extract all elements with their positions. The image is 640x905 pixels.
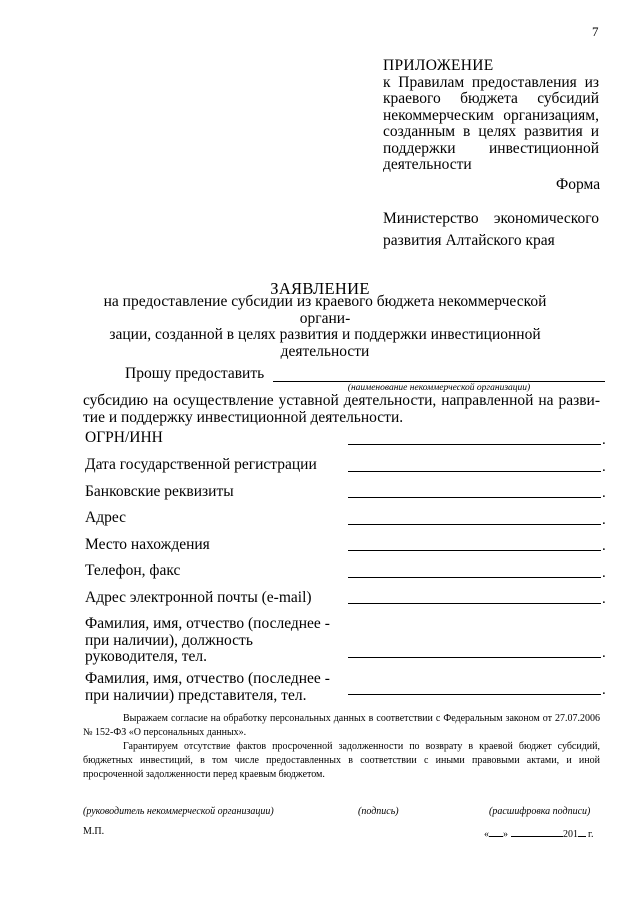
- field-label-registration-date: Дата государственной регистрации: [85, 456, 317, 473]
- organization-name-field[interactable]: [273, 381, 605, 382]
- request-line: субсидию на осуществление уставной деятельности, направленной на разви-: [83, 392, 600, 409]
- signature-decoding-caption: (расшифровка подписи): [489, 806, 591, 817]
- appendix-header: [383, 58, 599, 174]
- request-text: [83, 393, 600, 426]
- field-input-registration-date[interactable]: [348, 471, 601, 472]
- request-line: тие и поддержку инвестиционной деятельности.: [83, 408, 404, 426]
- date-field[interactable]: [484, 826, 593, 840]
- signature-caption: (подпись): [358, 806, 399, 817]
- field-dot: .: [602, 645, 606, 661]
- date-open-quote: «: [484, 829, 489, 840]
- field-dot: .: [602, 512, 606, 528]
- date-year-suffix: г.: [588, 829, 594, 840]
- field-dot: .: [602, 432, 606, 448]
- field-dot: .: [602, 485, 606, 501]
- field-label-phone-fax: Телефон, факс: [85, 562, 181, 579]
- field-label-address: Адрес: [85, 509, 126, 526]
- consent-text: [83, 712, 600, 782]
- field-input-representative[interactable]: [348, 694, 601, 695]
- date-close-quote: »: [503, 829, 508, 840]
- field-label-email: Адрес электронной почты (e-mail): [85, 589, 312, 606]
- form-label: Форма: [556, 176, 601, 193]
- field-dot: .: [602, 538, 606, 554]
- field-input-address[interactable]: [348, 524, 601, 525]
- field-input-phone-fax[interactable]: [348, 577, 601, 578]
- date-year-blank[interactable]: [578, 826, 586, 837]
- field-label-head: Фамилия, имя, отчество (последнее - при наличии), должность руководителя, тел.: [85, 615, 330, 665]
- date-month-blank[interactable]: [511, 826, 563, 837]
- field-input-email[interactable]: [348, 603, 601, 604]
- request-lead: Прошу предоставить: [125, 365, 265, 382]
- subtitle-line: зации, созданной в целях развития и поддержки инвестиционной: [109, 326, 541, 343]
- field-dot: .: [602, 459, 606, 475]
- field-label-ogrn: ОГРН/ИНН: [85, 429, 163, 446]
- field-label-location: Место нахождения: [85, 536, 210, 553]
- consent-paragraph: Выражаем согласие на обработку персональных данных в соответствии с Федеральным законом от 27.07.2006 № 152-ФЗ «О персональных данных».: [83, 713, 600, 738]
- field-input-bank-details[interactable]: [348, 497, 601, 498]
- date-day-blank[interactable]: [489, 826, 503, 837]
- field-dot: .: [602, 591, 606, 607]
- appendix-line: краевого бюджета субсидий: [383, 90, 599, 107]
- document-title: ЗАЯВЛЕНИЕ: [270, 279, 370, 298]
- document-subtitle: [80, 294, 570, 360]
- field-label-bank-details: Банковские реквизиты: [85, 483, 234, 500]
- appendix-title: ПРИЛОЖЕНИЕ: [383, 57, 494, 74]
- appendix-line: некоммерческим организациям,: [383, 106, 599, 124]
- subtitle-line: деятельности: [280, 342, 370, 360]
- appendix-line: поддержки инвестиционной: [383, 139, 599, 157]
- field-input-location[interactable]: [348, 550, 601, 551]
- field-input-head[interactable]: [348, 657, 601, 658]
- subtitle-line: на предоставление субсидии из краевого бюджета некоммерческой органи-: [103, 293, 547, 327]
- page-number: 7: [592, 24, 599, 39]
- field-dot: .: [602, 565, 606, 581]
- field-dot: .: [602, 682, 606, 698]
- consent-paragraph: Гарантируем отсутствие фактов просроченной задолженности по возврату в краевой бюджет субсидий, бюджетных инвестиций, в том числе предоставленных в соответствии с иными правовыми актами, и иной просроченной задолженности перед краевым бюджетом.: [83, 741, 600, 780]
- addressee-line: Министерство экономического: [383, 210, 599, 227]
- appendix-line: деятельности: [383, 156, 472, 173]
- date-year-prefix: 201: [563, 829, 578, 840]
- addressee: [383, 208, 599, 252]
- appendix-line: созданным в целях развития и: [383, 123, 599, 140]
- appendix-line: к Правилам предоставления из: [383, 73, 599, 91]
- addressee-line: развития Алтайского края: [383, 232, 555, 249]
- field-input-ogrn[interactable]: [348, 444, 601, 445]
- organization-name-hint: (наименование некоммерческой организации): [347, 383, 531, 393]
- field-label-representative: Фамилия, имя, отчество (последнее - при наличии) представителя, тел.: [85, 670, 330, 704]
- stamp-label: М.П.: [83, 826, 105, 837]
- signature-head-caption: (руководитель некоммерческой организации): [83, 806, 274, 817]
